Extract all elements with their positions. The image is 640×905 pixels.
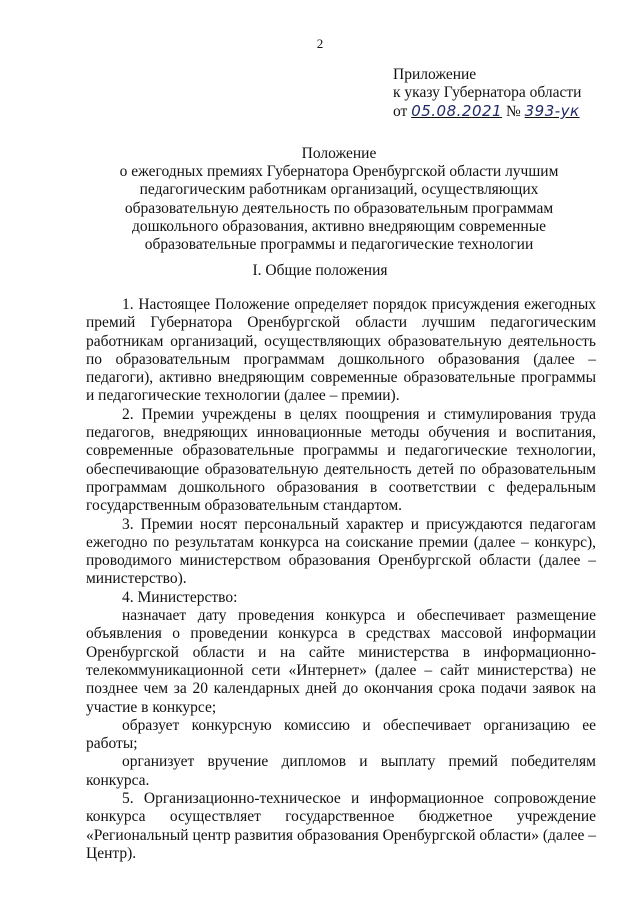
- paragraph-4-item-2: образует конкурсную комиссию и обеспечивает организацию ее работы;: [86, 716, 596, 753]
- page-number: 2: [316, 36, 324, 51]
- document-body: [86, 296, 596, 863]
- paragraph-1: 1. Настоящее Положение определяет порядок присуждения ежегодных премий Губернатора Оренбургской области лучшим педагогическим работникам организаций, осуществляющих образовательную деятельность по образовательным программам дошкольного образования (далее – педагоги), активно внедряющим современные образовательные программы и педагогические технологии (далее – премии).: [86, 296, 596, 405]
- document-subtitle: о ежегодных премиях Губернатора Оренбургской области лучшим педагогическим работникам организаций, осуществляющих образовательную деятельность по образовательным программам дошкольного образования, активно внедряющим современные образовательные программы и педагогические технологии: [119, 163, 559, 254]
- document-title: Положение: [301, 145, 377, 162]
- paragraph-2: 2. Премии учреждены в целях поощрения и стимулирования труда педагогов, внедряющих инновационные методы обучения и воспитания, современные образовательные программы и педагогические технологии, обеспечивающие образовательную деятельность детей по образовательным программам дошкольного образования в соответствии с федеральным государственным образовательным стандартом.: [86, 405, 596, 515]
- appendix-block: [393, 66, 581, 121]
- document-title-block: [86, 145, 592, 254]
- appendix-date-number-line: [393, 102, 581, 121]
- paragraph-4: 4. Министерство:: [122, 588, 238, 606]
- paragraph-4-item-1: назначает дату проведения конкурса и обеспечивает размещение объявления о проведении конкурса в средствах массовой информации Оренбургской области и на сайте министерства в информационно-телекоммуникационной сети «Интернет» (далее – сайт министерства) не позднее чем за 20 календарных дней до окончания срока подачи заявок на участие в конкурсе;: [86, 607, 596, 716]
- section-heading: I. Общие положения: [252, 262, 388, 279]
- paragraph-3: 3. Премии носят персональный характер и присуждаются педагогам ежегодно по результатам конкурса на соискание премии (далее – конкурс), проводимого министерством образования Оренбургской области (далее – министерство).: [86, 515, 596, 588]
- paragraph-5: 5. Организационно-техническое и информационное сопровождение конкурса осуществляет государственное бюджетное учреждение «Региональный центр развития образования Оренбургской области» (далее – Центр).: [86, 790, 597, 862]
- handwritten-date: 05.08.2021: [411, 102, 503, 120]
- from-label: от: [393, 103, 408, 120]
- number-label: №: [505, 103, 521, 120]
- appendix-decree-ref: к указу Губернатора области: [393, 84, 582, 101]
- handwritten-number: 393-ук: [524, 102, 580, 120]
- appendix-label: Приложение: [393, 66, 477, 83]
- paragraph-4-item-3: организует вручение дипломов и выплату премий победителям конкурса.: [86, 753, 596, 789]
